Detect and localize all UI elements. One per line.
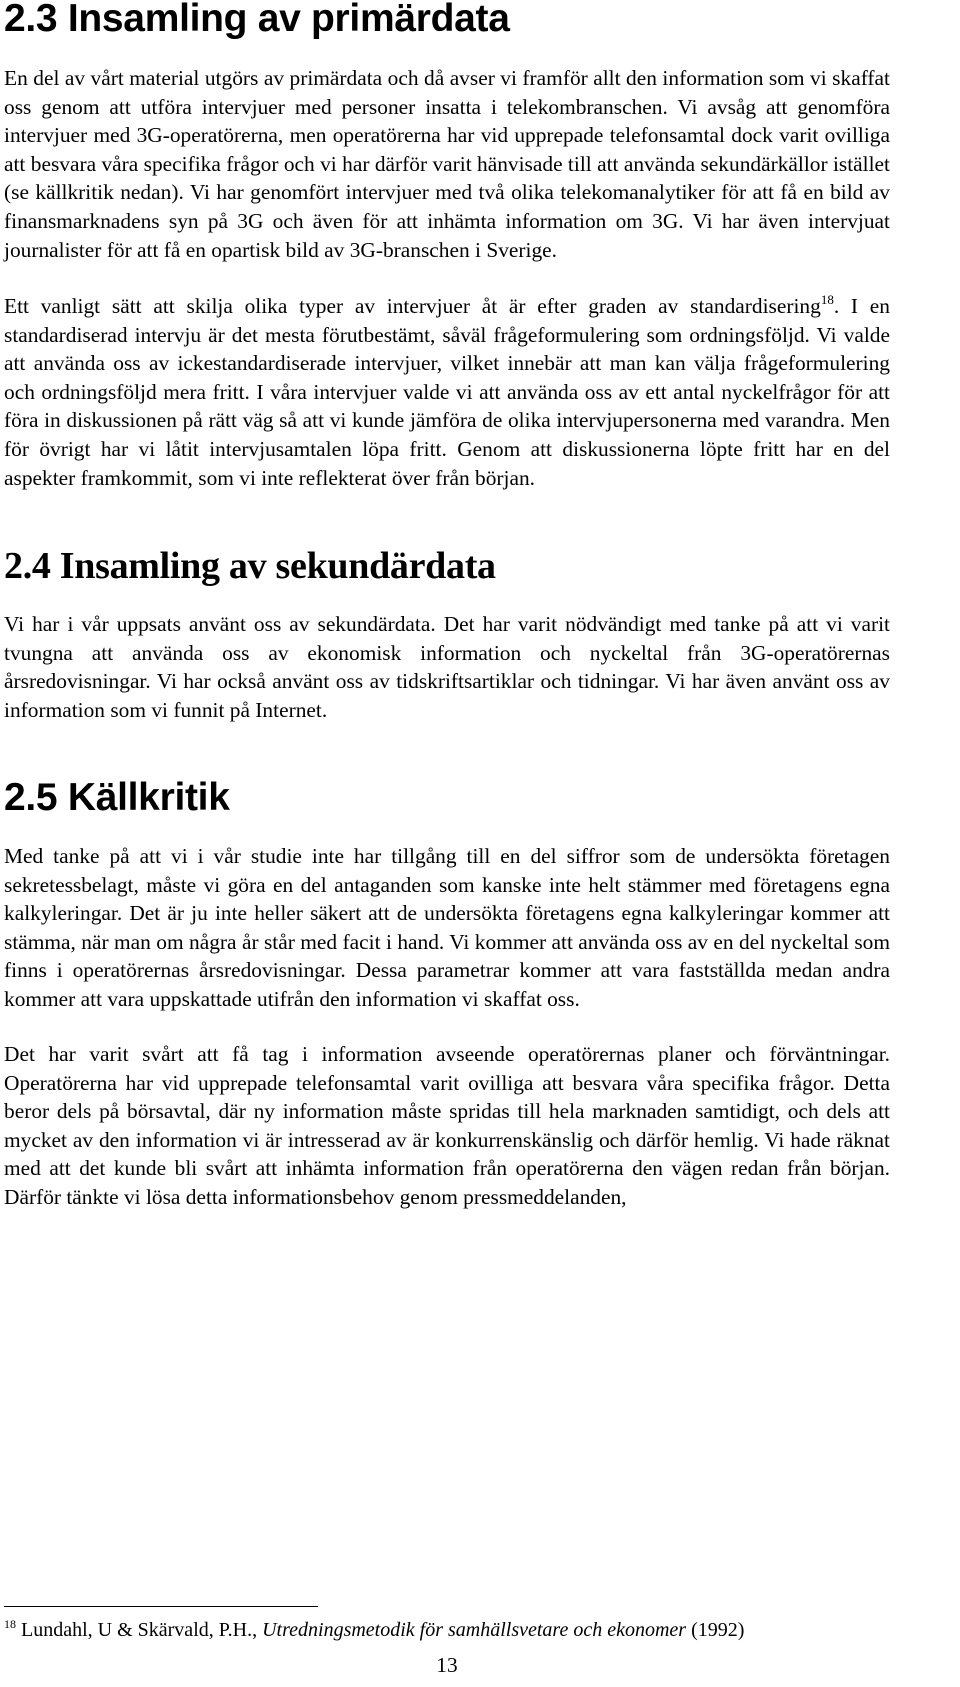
paragraph-primary-data-2 [4, 292, 890, 492]
footnote-number: 18 [4, 1617, 16, 1631]
paragraph-primary-data-1: En del av vårt material utgörs av primärdata och då avser vi framför allt den information som vi skaffat oss genom att utföra intervjuer med personer insatta i telekombranschen. Vi avsåg att genomföra intervjuer med 3G-operatörerna, men operatörerna har vid upprepade telefonsamtal dock varit ovilliga att besvara våra specifika frågor och vi har därför varit hänvisade till att använda sekundärkällor istället (se källkritik nedan). Vi har genomfört intervjuer med två olika telekomanalytiker för att få en bild av finansmarknadens syn på 3G och även för att inhämta information om 3G. Vi har även intervjuat journalister för att få en opartisk bild av 3G-branschen i Sverige. [4, 66, 890, 262]
paragraph-text-after-ref: . I en standardiserad intervju är det mesta förutbestämt, såväl frågeformulering som ordningsföljd. Vi valde att använda oss av ickestandardiserade intervjuer, vilket innebär att man kan välja frågeformulering och ordningsföljd mera fritt. I våra intervjuer valde vi att använda oss av ett antal nyckelfrågor för att föra in diskussionen på rätt väg så att vi kunde jämföra de olika intervjupersonerna med varandra. Men för övrigt har vi låtit intervjusamtalen löpa fritt. Genom att diskussionerna löpte fritt har en del aspekter framkommit, som vi inte reflekterat över från början. [4, 294, 890, 490]
footnote-divider [4, 1606, 318, 1607]
page-number: 13 [436, 1653, 458, 1677]
footnote [4, 1618, 904, 1642]
footnote-authors: Lundahl, U & Skärvald, P.H., [16, 1619, 263, 1641]
footnote-book-title: Utredningsmetodik för samhällsvetare och ekonomer [262, 1619, 687, 1641]
section-heading-2-3: 2.3 Insamling av primärdata [4, 0, 510, 40]
paragraph-text-before-ref: Ett vanligt sätt att skilja olika typer av intervjuer åt är efter graden av standardisering [4, 294, 821, 318]
footnote-year: (1992) [686, 1619, 745, 1641]
section-heading-2-5: 2.5 Källkritik [4, 776, 230, 819]
paragraph-source-criticism-1: Med tanke på att vi i vår studie inte har tillgång till en del siffror som de undersökta företagen sekretessbelagt, måste vi göra en del antaganden som kanske inte helt stämmer med företagens egna kalkyleringar. Det är ju inte heller säkert att de undersökta företagens egna kalkyleringar kommer att stämma, när man om några år står med facit i hand. Vi kommer att använda oss av en del nyckeltal som finns i operatörernas årsredovisningar. Dessa parametrar kommer att vara fastställda medan andra kommer att vara uppskattade utifrån den information vi skaffat oss. [4, 844, 890, 1011]
paragraph-secondary-data: Vi har i vår uppsats använt oss av sekundärdata. Det har varit nödvändigt med tanke på att vi varit tvungna att använda oss av ekonomisk information och nyckeltal från 3G-operatörernas årsredovisningar. Vi har också använt oss av tidskriftsartiklar och tidningar. Vi har även använt oss av information som vi funnit på Internet. [4, 612, 890, 722]
section-heading-2-4: 2.4 Insamling av sekundärdata [4, 545, 496, 587]
paragraph-source-criticism-2: Det har varit svårt att få tag i information avseende operatörernas planer och förväntningar. Operatörerna har vid upprepade telefonsamtal varit ovilliga att besvara våra specifika frågor. Detta beror dels på börsavtal, där ny information måste spridas till hela marknaden samtidigt, och dels att mycket av den information vi är intresserad av är konkurrenskänslig och därför hemlig. Vi hade räknat med att det kunde bli svårt att inhämta information från operatörerna den vägen redan från början. Därför tänkte vi lösa detta informationsbehov genom pressmeddelanden, [4, 1042, 890, 1209]
footnote-reference: 18 [820, 292, 834, 307]
